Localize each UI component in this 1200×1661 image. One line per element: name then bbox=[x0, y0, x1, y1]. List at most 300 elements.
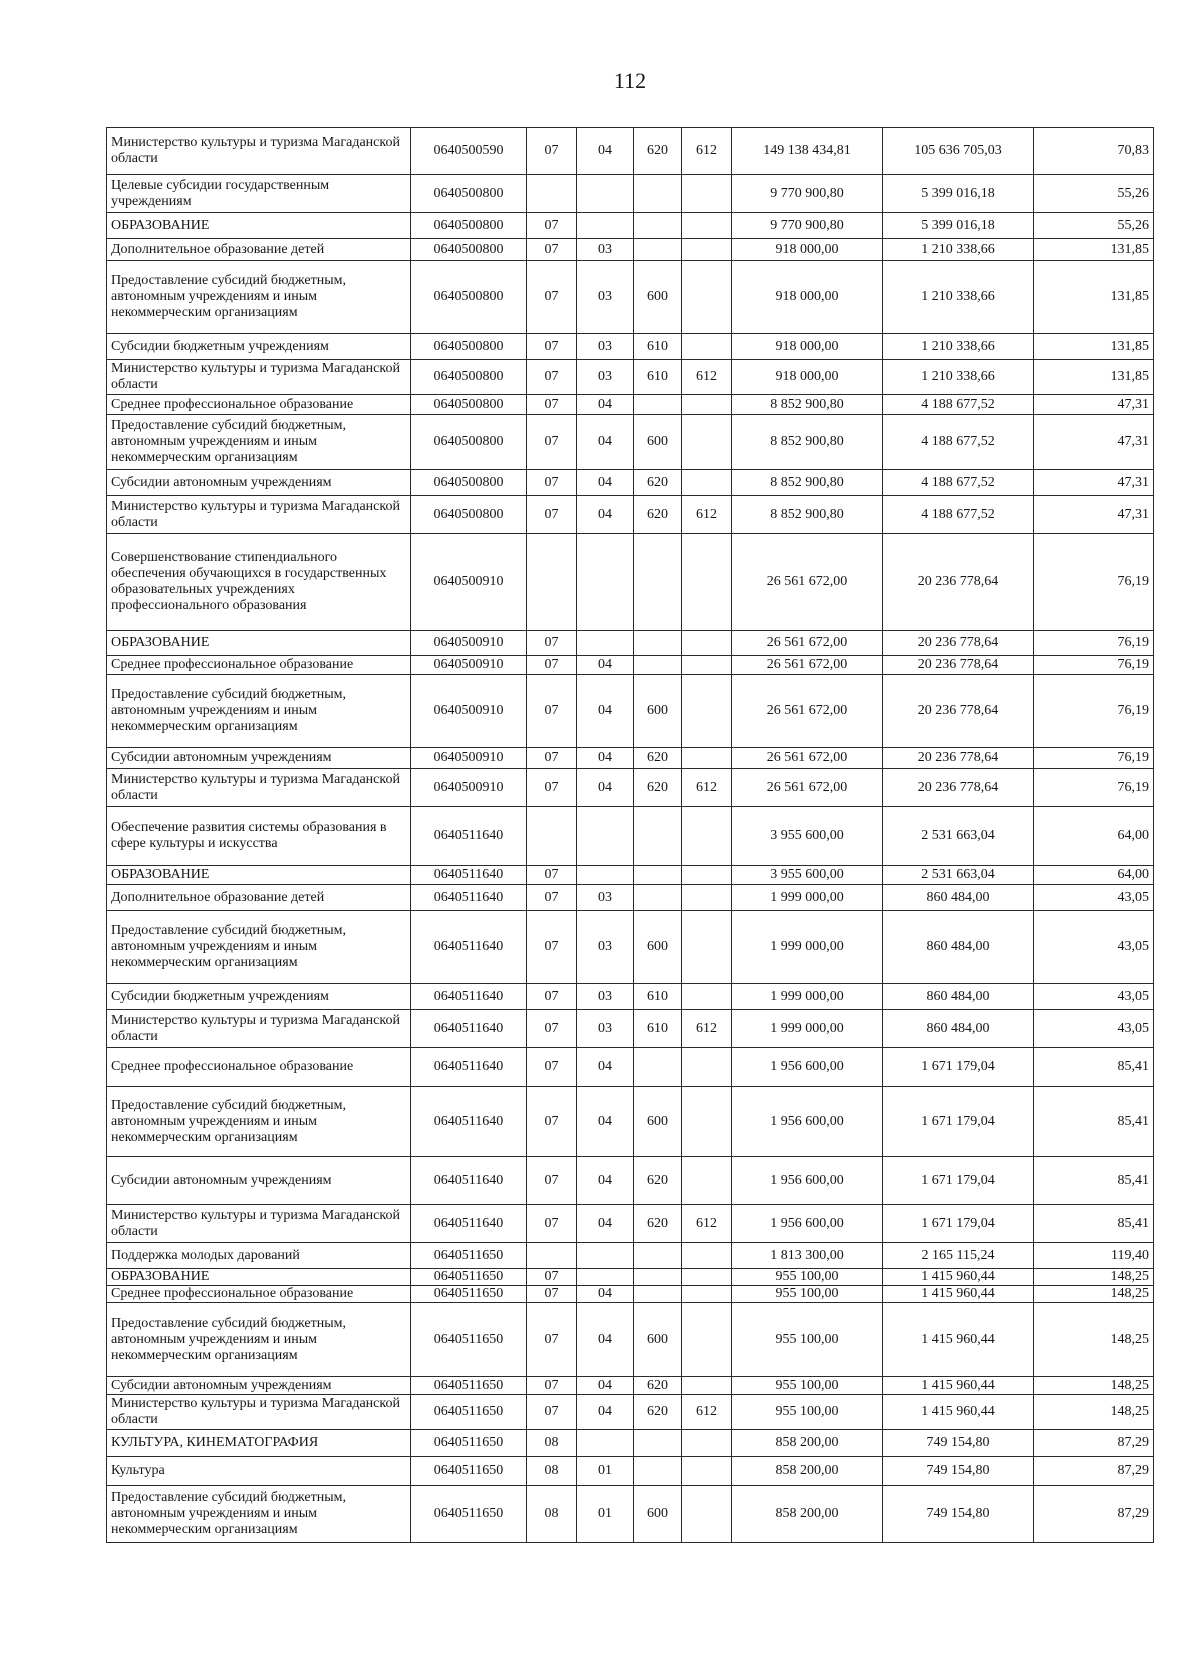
expense-type-code: 610 bbox=[634, 1010, 682, 1048]
plan-amount: 8 852 900,80 bbox=[732, 415, 883, 470]
subsection-code: 04 bbox=[577, 675, 634, 748]
execution-percent: 43,05 bbox=[1034, 1010, 1154, 1048]
section-code: 07 bbox=[527, 911, 577, 984]
target-article-code: 0640511640 bbox=[411, 984, 527, 1010]
section-code: 07 bbox=[527, 1269, 577, 1286]
execution-percent: 87,29 bbox=[1034, 1457, 1154, 1486]
section-code: 07 bbox=[527, 1048, 577, 1087]
subsection-code: 04 bbox=[577, 656, 634, 675]
target-article-code: 0640511640 bbox=[411, 866, 527, 885]
table-row bbox=[107, 1457, 1154, 1486]
subsection-code: 04 bbox=[577, 1157, 634, 1205]
expense-type-code: 600 bbox=[634, 1303, 682, 1377]
group-code: 612 bbox=[682, 128, 732, 175]
target-article-code: 0640511650 bbox=[411, 1286, 527, 1303]
subsection-code: 04 bbox=[577, 1377, 634, 1395]
row-name: Министерство культуры и туризма Магаданской области bbox=[107, 769, 411, 807]
executed-amount: 1 210 338,66 bbox=[883, 360, 1034, 395]
target-article-code: 0640500800 bbox=[411, 261, 527, 334]
execution-percent: 47,31 bbox=[1034, 415, 1154, 470]
plan-amount: 955 100,00 bbox=[732, 1377, 883, 1395]
target-article-code: 0640511650 bbox=[411, 1377, 527, 1395]
row-name: Предоставление субсидий бюджетным, автономным учреждениям и иным некоммерческим организациям bbox=[107, 1303, 411, 1377]
execution-percent: 85,41 bbox=[1034, 1048, 1154, 1087]
group-code bbox=[682, 261, 732, 334]
subsection-code: 04 bbox=[577, 769, 634, 807]
row-name: Культура bbox=[107, 1457, 411, 1486]
group-code bbox=[682, 213, 732, 239]
execution-percent: 76,19 bbox=[1034, 675, 1154, 748]
section-code: 07 bbox=[527, 984, 577, 1010]
subsection-code bbox=[577, 807, 634, 866]
expense-type-code bbox=[634, 534, 682, 631]
execution-percent: 76,19 bbox=[1034, 748, 1154, 769]
plan-amount: 918 000,00 bbox=[732, 360, 883, 395]
table-row bbox=[107, 334, 1154, 360]
expense-type-code: 610 bbox=[634, 334, 682, 360]
target-article-code: 0640511640 bbox=[411, 1157, 527, 1205]
table-row bbox=[107, 128, 1154, 175]
subsection-code: 01 bbox=[577, 1457, 634, 1486]
subsection-code bbox=[577, 1243, 634, 1269]
budget-table bbox=[106, 127, 1154, 1543]
section-code: 07 bbox=[527, 128, 577, 175]
subsection-code: 03 bbox=[577, 261, 634, 334]
executed-amount: 860 484,00 bbox=[883, 984, 1034, 1010]
row-name: Обеспечение развития системы образования в сфере культуры и искусства bbox=[107, 807, 411, 866]
row-name: Дополнительное образование детей bbox=[107, 239, 411, 261]
expense-type-code: 620 bbox=[634, 1205, 682, 1243]
section-code: 07 bbox=[527, 675, 577, 748]
executed-amount: 20 236 778,64 bbox=[883, 656, 1034, 675]
plan-amount: 8 852 900,80 bbox=[732, 496, 883, 534]
group-code bbox=[682, 1269, 732, 1286]
target-article-code: 0640500910 bbox=[411, 534, 527, 631]
table-row bbox=[107, 807, 1154, 866]
expense-type-code bbox=[634, 175, 682, 213]
table-row bbox=[107, 213, 1154, 239]
subsection-code bbox=[577, 1430, 634, 1457]
plan-amount: 26 561 672,00 bbox=[732, 769, 883, 807]
target-article-code: 0640511650 bbox=[411, 1243, 527, 1269]
row-name: Предоставление субсидий бюджетным, автономным учреждениям и иным некоммерческим организациям bbox=[107, 675, 411, 748]
plan-amount: 1 956 600,00 bbox=[732, 1157, 883, 1205]
subsection-code: 04 bbox=[577, 496, 634, 534]
expense-type-code bbox=[634, 1048, 682, 1087]
target-article-code: 0640511650 bbox=[411, 1269, 527, 1286]
table-row bbox=[107, 984, 1154, 1010]
row-name: Целевые субсидии государственным учреждениям bbox=[107, 175, 411, 213]
execution-percent: 131,85 bbox=[1034, 360, 1154, 395]
target-article-code: 0640511650 bbox=[411, 1395, 527, 1430]
target-article-code: 0640500800 bbox=[411, 175, 527, 213]
target-article-code: 0640511650 bbox=[411, 1430, 527, 1457]
subsection-code: 04 bbox=[577, 1286, 634, 1303]
executed-amount: 105 636 705,03 bbox=[883, 128, 1034, 175]
expense-type-code: 610 bbox=[634, 984, 682, 1010]
executed-amount: 1 210 338,66 bbox=[883, 239, 1034, 261]
plan-amount: 918 000,00 bbox=[732, 261, 883, 334]
row-name: ОБРАЗОВАНИЕ bbox=[107, 866, 411, 885]
group-code bbox=[682, 1486, 732, 1543]
target-article-code: 0640511650 bbox=[411, 1457, 527, 1486]
target-article-code: 0640500800 bbox=[411, 360, 527, 395]
execution-percent: 119,40 bbox=[1034, 1243, 1154, 1269]
execution-percent: 64,00 bbox=[1034, 807, 1154, 866]
target-article-code: 0640500800 bbox=[411, 239, 527, 261]
execution-percent: 43,05 bbox=[1034, 885, 1154, 911]
execution-percent: 85,41 bbox=[1034, 1157, 1154, 1205]
group-code bbox=[682, 470, 732, 496]
row-name: Среднее профессиональное образование bbox=[107, 1286, 411, 1303]
row-name: Министерство культуры и туризма Магаданской области bbox=[107, 1010, 411, 1048]
group-code bbox=[682, 984, 732, 1010]
executed-amount: 1 671 179,04 bbox=[883, 1157, 1034, 1205]
expense-type-code bbox=[634, 807, 682, 866]
executed-amount: 2 165 115,24 bbox=[883, 1243, 1034, 1269]
subsection-code: 03 bbox=[577, 885, 634, 911]
section-code: 07 bbox=[527, 748, 577, 769]
executed-amount: 4 188 677,52 bbox=[883, 470, 1034, 496]
table-row bbox=[107, 496, 1154, 534]
subsection-code bbox=[577, 1269, 634, 1286]
subsection-code bbox=[577, 534, 634, 631]
executed-amount: 20 236 778,64 bbox=[883, 631, 1034, 656]
row-name: Совершенствование стипендиального обеспечения обучающихся в государственных образовательных учреждениях профессионального образования bbox=[107, 534, 411, 631]
table-row bbox=[107, 239, 1154, 261]
plan-amount: 1 956 600,00 bbox=[732, 1087, 883, 1157]
group-code bbox=[682, 885, 732, 911]
section-code: 08 bbox=[527, 1486, 577, 1543]
execution-percent: 64,00 bbox=[1034, 866, 1154, 885]
row-name: Министерство культуры и туризма Магаданской области bbox=[107, 360, 411, 395]
section-code: 07 bbox=[527, 866, 577, 885]
target-article-code: 0640511640 bbox=[411, 1087, 527, 1157]
section-code: 07 bbox=[527, 631, 577, 656]
execution-percent: 148,25 bbox=[1034, 1303, 1154, 1377]
plan-amount: 26 561 672,00 bbox=[732, 656, 883, 675]
section-code: 08 bbox=[527, 1457, 577, 1486]
row-name: Среднее профессиональное образование bbox=[107, 395, 411, 415]
subsection-code bbox=[577, 866, 634, 885]
group-code bbox=[682, 534, 732, 631]
executed-amount: 20 236 778,64 bbox=[883, 534, 1034, 631]
plan-amount: 26 561 672,00 bbox=[732, 631, 883, 656]
target-article-code: 0640511640 bbox=[411, 1205, 527, 1243]
expense-type-code: 620 bbox=[634, 496, 682, 534]
expense-type-code: 600 bbox=[634, 261, 682, 334]
row-name: Дополнительное образование детей bbox=[107, 885, 411, 911]
table-row bbox=[107, 1010, 1154, 1048]
row-name: ОБРАЗОВАНИЕ bbox=[107, 631, 411, 656]
target-article-code: 0640511650 bbox=[411, 1303, 527, 1377]
expense-type-code: 600 bbox=[634, 1486, 682, 1543]
executed-amount: 1 415 960,44 bbox=[883, 1286, 1034, 1303]
executed-amount: 1 671 179,04 bbox=[883, 1087, 1034, 1157]
execution-percent: 55,26 bbox=[1034, 213, 1154, 239]
group-code: 612 bbox=[682, 769, 732, 807]
row-name: Субсидии автономным учреждениям bbox=[107, 1157, 411, 1205]
executed-amount: 2 531 663,04 bbox=[883, 866, 1034, 885]
subsection-code: 04 bbox=[577, 470, 634, 496]
subsection-code: 03 bbox=[577, 984, 634, 1010]
expense-type-code: 620 bbox=[634, 748, 682, 769]
expense-type-code bbox=[634, 213, 682, 239]
table-row bbox=[107, 1269, 1154, 1286]
table-row bbox=[107, 1205, 1154, 1243]
executed-amount: 5 399 016,18 bbox=[883, 175, 1034, 213]
target-article-code: 0640500800 bbox=[411, 213, 527, 239]
table-row bbox=[107, 470, 1154, 496]
executed-amount: 4 188 677,52 bbox=[883, 395, 1034, 415]
table-row bbox=[107, 1048, 1154, 1087]
executed-amount: 749 154,80 bbox=[883, 1486, 1034, 1543]
target-article-code: 0640500800 bbox=[411, 334, 527, 360]
group-code bbox=[682, 1303, 732, 1377]
table-row bbox=[107, 415, 1154, 470]
execution-percent: 131,85 bbox=[1034, 334, 1154, 360]
executed-amount: 1 671 179,04 bbox=[883, 1205, 1034, 1243]
row-name: Предоставление субсидий бюджетным, автономным учреждениям и иным некоммерческим организациям bbox=[107, 261, 411, 334]
group-code bbox=[682, 415, 732, 470]
execution-percent: 85,41 bbox=[1034, 1087, 1154, 1157]
group-code bbox=[682, 175, 732, 213]
row-name: Министерство культуры и туризма Магаданской области bbox=[107, 496, 411, 534]
executed-amount: 2 531 663,04 bbox=[883, 807, 1034, 866]
execution-percent: 148,25 bbox=[1034, 1269, 1154, 1286]
group-code bbox=[682, 1286, 732, 1303]
group-code bbox=[682, 1243, 732, 1269]
plan-amount: 26 561 672,00 bbox=[732, 748, 883, 769]
budget-table-body bbox=[107, 128, 1154, 1543]
section-code: 07 bbox=[527, 1303, 577, 1377]
subsection-code bbox=[577, 175, 634, 213]
group-code bbox=[682, 1430, 732, 1457]
group-code bbox=[682, 1087, 732, 1157]
executed-amount: 20 236 778,64 bbox=[883, 748, 1034, 769]
expense-type-code bbox=[634, 1286, 682, 1303]
plan-amount: 8 852 900,80 bbox=[732, 395, 883, 415]
section-code: 07 bbox=[527, 1087, 577, 1157]
subsection-code: 01 bbox=[577, 1486, 634, 1543]
target-article-code: 0640500590 bbox=[411, 128, 527, 175]
section-code: 07 bbox=[527, 769, 577, 807]
table-row bbox=[107, 1430, 1154, 1457]
subsection-code: 03 bbox=[577, 239, 634, 261]
executed-amount: 1 210 338,66 bbox=[883, 334, 1034, 360]
row-name: Предоставление субсидий бюджетным, автономным учреждениям и иным некоммерческим организациям bbox=[107, 415, 411, 470]
plan-amount: 858 200,00 bbox=[732, 1430, 883, 1457]
table-row bbox=[107, 885, 1154, 911]
target-article-code: 0640511640 bbox=[411, 1048, 527, 1087]
expense-type-code: 620 bbox=[634, 1395, 682, 1430]
group-code bbox=[682, 1048, 732, 1087]
table-row bbox=[107, 748, 1154, 769]
plan-amount: 3 955 600,00 bbox=[732, 807, 883, 866]
section-code: 07 bbox=[527, 334, 577, 360]
expense-type-code: 620 bbox=[634, 1157, 682, 1205]
execution-percent: 131,85 bbox=[1034, 239, 1154, 261]
target-article-code: 0640511640 bbox=[411, 807, 527, 866]
table-row bbox=[107, 631, 1154, 656]
row-name: ОБРАЗОВАНИЕ bbox=[107, 213, 411, 239]
executed-amount: 4 188 677,52 bbox=[883, 415, 1034, 470]
section-code: 08 bbox=[527, 1430, 577, 1457]
group-code bbox=[682, 1457, 732, 1486]
plan-amount: 1 999 000,00 bbox=[732, 911, 883, 984]
section-code bbox=[527, 1243, 577, 1269]
expense-type-code: 600 bbox=[634, 1087, 682, 1157]
section-code: 07 bbox=[527, 360, 577, 395]
subsection-code: 04 bbox=[577, 1303, 634, 1377]
subsection-code: 04 bbox=[577, 1087, 634, 1157]
plan-amount: 1 956 600,00 bbox=[732, 1205, 883, 1243]
group-code bbox=[682, 807, 732, 866]
row-name: Субсидии автономным учреждениям bbox=[107, 1377, 411, 1395]
target-article-code: 0640500910 bbox=[411, 748, 527, 769]
execution-percent: 43,05 bbox=[1034, 911, 1154, 984]
executed-amount: 1 415 960,44 bbox=[883, 1303, 1034, 1377]
row-name: ОБРАЗОВАНИЕ bbox=[107, 1269, 411, 1286]
group-code bbox=[682, 675, 732, 748]
subsection-code: 04 bbox=[577, 1395, 634, 1430]
row-name: Субсидии бюджетным учреждениям bbox=[107, 984, 411, 1010]
executed-amount: 1 415 960,44 bbox=[883, 1269, 1034, 1286]
executed-amount: 4 188 677,52 bbox=[883, 496, 1034, 534]
subsection-code: 04 bbox=[577, 748, 634, 769]
expense-type-code: 600 bbox=[634, 911, 682, 984]
expense-type-code bbox=[634, 395, 682, 415]
subsection-code: 03 bbox=[577, 360, 634, 395]
execution-percent: 76,19 bbox=[1034, 534, 1154, 631]
plan-amount: 1 999 000,00 bbox=[732, 1010, 883, 1048]
section-code: 07 bbox=[527, 1205, 577, 1243]
executed-amount: 5 399 016,18 bbox=[883, 213, 1034, 239]
row-name: Министерство культуры и туризма Магаданской области bbox=[107, 1205, 411, 1243]
plan-amount: 858 200,00 bbox=[732, 1457, 883, 1486]
section-code bbox=[527, 807, 577, 866]
plan-amount: 955 100,00 bbox=[732, 1395, 883, 1430]
section-code: 07 bbox=[527, 415, 577, 470]
target-article-code: 0640500800 bbox=[411, 415, 527, 470]
execution-percent: 87,29 bbox=[1034, 1486, 1154, 1543]
row-name: Предоставление субсидий бюджетным, автономным учреждениям и иным некоммерческим организациям bbox=[107, 911, 411, 984]
target-article-code: 0640511640 bbox=[411, 911, 527, 984]
expense-type-code bbox=[634, 1269, 682, 1286]
expense-type-code bbox=[634, 1430, 682, 1457]
section-code: 07 bbox=[527, 1010, 577, 1048]
executed-amount: 1 415 960,44 bbox=[883, 1377, 1034, 1395]
expense-type-code bbox=[634, 866, 682, 885]
target-article-code: 0640500800 bbox=[411, 395, 527, 415]
table-row bbox=[107, 1243, 1154, 1269]
plan-amount: 149 138 434,81 bbox=[732, 128, 883, 175]
group-code: 612 bbox=[682, 1395, 732, 1430]
execution-percent: 55,26 bbox=[1034, 175, 1154, 213]
expense-type-code: 620 bbox=[634, 470, 682, 496]
section-code bbox=[527, 175, 577, 213]
row-name: Субсидии автономным учреждениям bbox=[107, 470, 411, 496]
plan-amount: 955 100,00 bbox=[732, 1303, 883, 1377]
section-code: 07 bbox=[527, 885, 577, 911]
subsection-code bbox=[577, 213, 634, 239]
row-name: Предоставление субсидий бюджетным, автономным учреждениям и иным некоммерческим организациям bbox=[107, 1087, 411, 1157]
group-code: 612 bbox=[682, 1205, 732, 1243]
executed-amount: 860 484,00 bbox=[883, 911, 1034, 984]
row-name: Среднее профессиональное образование bbox=[107, 1048, 411, 1087]
execution-percent: 148,25 bbox=[1034, 1286, 1154, 1303]
section-code: 07 bbox=[527, 470, 577, 496]
execution-percent: 43,05 bbox=[1034, 984, 1154, 1010]
execution-percent: 70,83 bbox=[1034, 128, 1154, 175]
expense-type-code bbox=[634, 1243, 682, 1269]
plan-amount: 9 770 900,80 bbox=[732, 213, 883, 239]
expense-type-code bbox=[634, 656, 682, 675]
table-row bbox=[107, 911, 1154, 984]
page-number: 112 bbox=[613, 68, 647, 93]
row-name: Министерство культуры и туризма Магаданской области bbox=[107, 128, 411, 175]
expense-type-code bbox=[634, 239, 682, 261]
plan-amount: 1 813 300,00 bbox=[732, 1243, 883, 1269]
execution-percent: 148,25 bbox=[1034, 1395, 1154, 1430]
row-name: Среднее профессиональное образование bbox=[107, 656, 411, 675]
table-row bbox=[107, 1377, 1154, 1395]
subsection-code: 04 bbox=[577, 1048, 634, 1087]
table-row bbox=[107, 656, 1154, 675]
expense-type-code: 620 bbox=[634, 1377, 682, 1395]
execution-percent: 148,25 bbox=[1034, 1377, 1154, 1395]
target-article-code: 0640511640 bbox=[411, 1010, 527, 1048]
section-code: 07 bbox=[527, 213, 577, 239]
table-row bbox=[107, 675, 1154, 748]
expense-type-code bbox=[634, 885, 682, 911]
section-code: 07 bbox=[527, 395, 577, 415]
execution-percent: 47,31 bbox=[1034, 470, 1154, 496]
executed-amount: 20 236 778,64 bbox=[883, 675, 1034, 748]
target-article-code: 0640500800 bbox=[411, 496, 527, 534]
plan-amount: 918 000,00 bbox=[732, 334, 883, 360]
expense-type-code bbox=[634, 631, 682, 656]
target-article-code: 0640500910 bbox=[411, 675, 527, 748]
plan-amount: 955 100,00 bbox=[732, 1286, 883, 1303]
row-name: Субсидии бюджетным учреждениям bbox=[107, 334, 411, 360]
table-row bbox=[107, 866, 1154, 885]
subsection-code: 04 bbox=[577, 415, 634, 470]
executed-amount: 860 484,00 bbox=[883, 885, 1034, 911]
plan-amount: 9 770 900,80 bbox=[732, 175, 883, 213]
table-row bbox=[107, 1395, 1154, 1430]
plan-amount: 918 000,00 bbox=[732, 239, 883, 261]
group-code bbox=[682, 656, 732, 675]
executed-amount: 20 236 778,64 bbox=[883, 769, 1034, 807]
group-code bbox=[682, 911, 732, 984]
group-code bbox=[682, 395, 732, 415]
plan-amount: 1 999 000,00 bbox=[732, 885, 883, 911]
subsection-code: 03 bbox=[577, 911, 634, 984]
table-row bbox=[107, 1157, 1154, 1205]
expense-type-code: 600 bbox=[634, 415, 682, 470]
target-article-code: 0640500910 bbox=[411, 631, 527, 656]
table-row bbox=[107, 175, 1154, 213]
group-code bbox=[682, 239, 732, 261]
section-code: 07 bbox=[527, 261, 577, 334]
executed-amount: 1 415 960,44 bbox=[883, 1395, 1034, 1430]
expense-type-code: 620 bbox=[634, 128, 682, 175]
plan-amount: 26 561 672,00 bbox=[732, 534, 883, 631]
executed-amount: 1 210 338,66 bbox=[883, 261, 1034, 334]
subsection-code: 03 bbox=[577, 334, 634, 360]
target-article-code: 0640500910 bbox=[411, 656, 527, 675]
